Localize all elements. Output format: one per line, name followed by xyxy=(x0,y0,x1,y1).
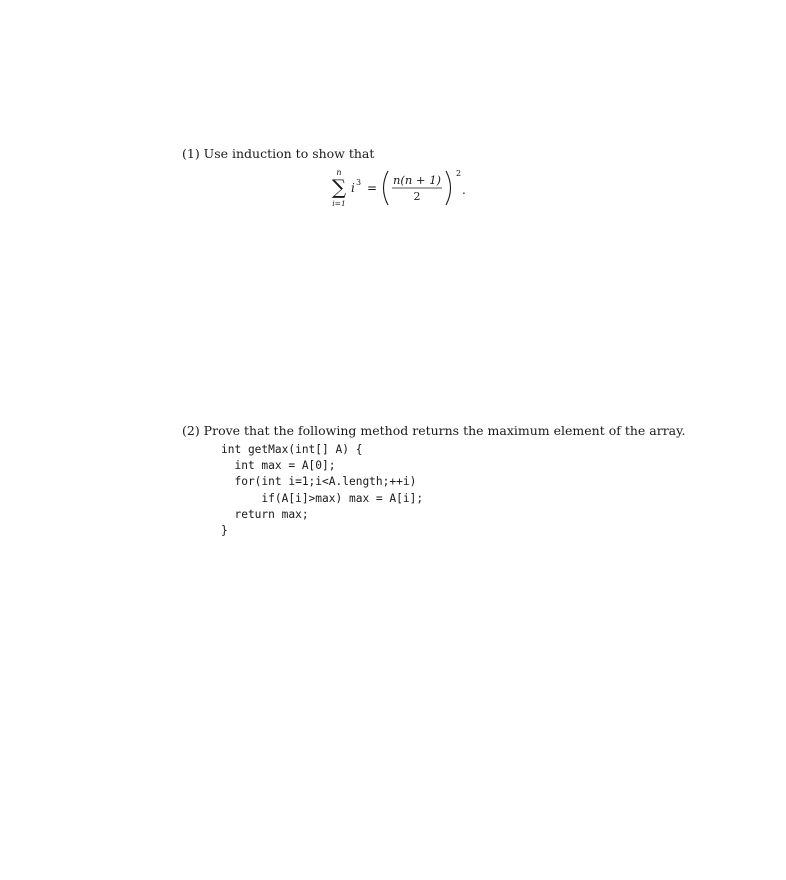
sum-lower-limit: i=1 xyxy=(332,199,346,208)
right-parenthesis xyxy=(446,171,451,205)
code-line: int getMax(int[] A) { xyxy=(221,443,363,456)
term-exponent: 3 xyxy=(356,178,362,187)
problem-2-statement: (2) Prove that the following method returns the maximum element of the array. xyxy=(182,423,686,438)
fraction-numerator: n(n + 1) xyxy=(392,173,442,187)
outer-exponent: 2 xyxy=(456,169,462,178)
code-line: return max; xyxy=(221,507,309,521)
left-parenthesis xyxy=(384,171,389,205)
code-line: } xyxy=(221,523,228,537)
sigma-symbol: ∑ xyxy=(331,175,347,199)
code-line: for(int i=1;i<A.length;++i) xyxy=(221,475,417,489)
sum-of-cubes-formula xyxy=(325,164,475,214)
equals-sign: = xyxy=(367,181,378,195)
code-line: if(A[i]>max) max = A[i]; xyxy=(221,491,424,505)
code-line: int max = A[0]; xyxy=(221,459,336,473)
problem-1-statement: (1) Use induction to show that xyxy=(182,146,375,161)
formula-period: . xyxy=(462,183,466,197)
term-base: i xyxy=(351,181,355,195)
fraction-denominator: 2 xyxy=(413,190,421,203)
code-block xyxy=(221,442,423,539)
sum-upper-limit: n xyxy=(336,168,342,177)
formula-graphic xyxy=(325,164,475,214)
